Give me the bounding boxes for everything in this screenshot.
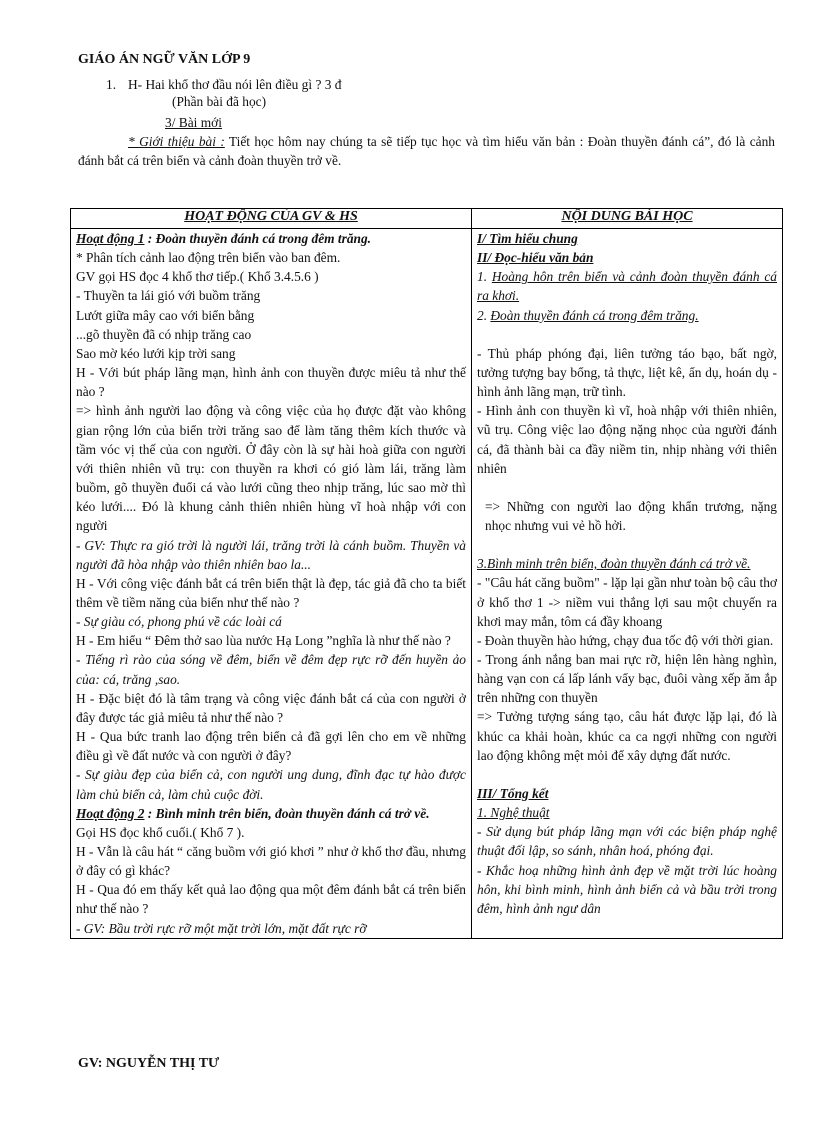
teacher-note: - GV: Bầu trời rực rỡ một mặt trời lớn, mặt đất rực rỡ [76, 920, 367, 936]
lesson-table [70, 208, 783, 939]
subsection-number: 2. [477, 307, 491, 323]
content-line: - "Câu hát căng buồm" - lặp lại gần như toàn bộ câu thơ ở khổ thơ 1 -> niềm vui thắng lợi sau một chuyến ra khơi may mắn, tôm cá đầy khoang [477, 575, 777, 629]
document-title: GIÁO ÁN NGỮ VĂN LỚP 9 [78, 52, 251, 67]
activity-line: * Phân tích cảnh lao động trên biển vào ban đêm. [76, 250, 341, 266]
activity-1-title: : Đoàn thuyền đánh cá trong đêm trăng. [144, 231, 372, 246]
answer-line: - Sự giàu có, phong phú về các loài cá [76, 614, 282, 630]
activity-line: GV gọi HS đọc 4 khổ thơ tiếp.( Khổ 3.4.5.6 ) [76, 269, 319, 285]
subsection-heading: 1. Nghệ thuật [477, 805, 550, 821]
question-line: H - Đặc biệt đó là tâm trạng và công việc đánh bắt cá của con người ở đây được tác giả miêu tả như thế nào ? [76, 690, 466, 725]
poem-line: - Thuyền ta lái gió với buồm trăng [76, 288, 261, 304]
content-line: - Khắc hoạ những hình ảnh đẹp về mặt trời lúc hoàng hôn, khi bình minh, hình ảnh biển cả và bầu trời trong đêm, hình ảnh ngư dân [477, 862, 777, 916]
content-line: - Hình ảnh con thuyền kì vĩ, hoà nhập với thiên nhiên, vũ trụ. Công việc lao động nặng nhọc của người đánh cá, đã thành bài ca đầy niềm tin, nhịp nhàng với thiên nhiên [477, 403, 777, 476]
activity-2-title: : Bình minh trên biển, đoàn thuyền đánh cá trở về. [144, 805, 430, 821]
subsection-heading: Hoàng hôn trên biển và cảnh đoàn thuyền đánh cá ra khơi. [477, 269, 778, 304]
activity-2-label: Hoạt động 2 [76, 805, 145, 821]
teacher-note: - GV: Thực ra gió trời là người lái, trăng trời là cánh buồm. Thuyền và người đã hòa nhập vào thiên nhiên bao la... [76, 537, 466, 572]
question-number: 1. [106, 77, 117, 92]
question-line: H - Với bút pháp lãng mạn, hình ảnh con thuyền được miêu tả như thế nào ? [76, 365, 466, 400]
activities-cell [71, 229, 472, 939]
conclusion-line: => Tưởng tượng sáng tạo, câu hát được lặp lại, đó là khúc ca khải hoàn, khúc ca ca ngợi những con người lao động không mệt mỏi để xây dựng đất nước. [477, 709, 777, 763]
question-line: H - Em hiểu “ Đêm thở sao lùa nước Hạ Long ”nghĩa là như thế nào ? [76, 633, 451, 649]
question-line: H - Qua bức tranh lao động trên biển cả đã gợi lên cho em về những điều gì về đất nước và con người ở đây? [76, 729, 466, 764]
col-header-content: NỘI DUNG BÀI HỌC [472, 209, 783, 229]
answer-line: - Sự giàu đẹp của biển cả, con người ung dung, đĩnh đạc tự hào được làm chủ biển cả, làm chủ cuộc đời. [76, 767, 466, 802]
new-lesson-heading: 3/ Bài mới [165, 115, 222, 130]
content-cell [472, 229, 783, 939]
question-line: H - Với công việc đánh bắt cá trên biển thật là đẹp, tác giả đã cho ta biết thêm về tiềm năng của biển như thế nào ? [76, 575, 466, 610]
subsection-heading: Đoàn thuyền đánh cá trong đêm trăng. [490, 307, 699, 323]
section-heading: I/ Tìm hiểu chung [477, 231, 578, 246]
subsection-number: 1. [477, 269, 492, 285]
poem-line: ...gõ thuyền đã có nhịp trăng cao [76, 326, 252, 342]
section-heading: III/ Tổng kết [477, 785, 549, 801]
subsection-heading: 3.Bình minh trên biển, đoàn thuyền đánh cá trở về. [477, 556, 751, 572]
section-heading: II/ Đọc-hiểu văn bản [477, 250, 594, 266]
question-text: H- Hai khổ thơ đầu nói lên điều gì ? 3 đ [128, 77, 342, 92]
col-header-activities: HOẠT ĐỘNG CỦA GV & HS [71, 209, 472, 229]
question-note: (Phần bài đã học) [172, 94, 267, 109]
content-line: - Sử dụng bút pháp lãng mạn với các biện pháp nghệ thuật đối lập, so sánh, nhân hoá, phóng đại. [477, 824, 777, 859]
activity-line: Gọi HS đọc khổ cuối.( Khổ 7 ). [76, 824, 245, 840]
question-line: H - Vẫn là câu hát “ căng buồm với gió khơi ” như ở khổ thơ đầu, nhưng ở đây có gì khác? [76, 844, 466, 879]
content-line: - Đoàn thuyền hào hứng, chạy đua tốc độ với thời gian. [477, 632, 774, 648]
teacher-name: GV: NGUYỄN THỊ TƯ [78, 1056, 220, 1071]
lesson-intro [78, 132, 775, 170]
answer-paragraph: => hình ảnh người lao động và công việc của họ được đặt vào không gian rộng lớn của biển trời trăng sao để làm tăng thêm kích thước và tầm vóc vị thế của con người. Ở đây còn là sự hài hoà giữa con người với thiên nhiên vũ trụ: con thuyền ra khơi có gió làm lái, trăng làm buồm, gõ thuyền đuổi cá vào lưới cũng theo nhịp trăng, lúc sao mờ thì kéo lưới.... Đó là khung cảnh thiên nhiên hùng vĩ hoà nhập với con người [76, 403, 466, 534]
poem-line: Sao mờ kéo lưới kịp trời sang [76, 345, 236, 361]
intro-label: * Giới thiệu bài : [128, 134, 225, 149]
answer-line: - Tiếng rì rào của sóng về đêm, biển về đêm đẹp rực rỡ đến huyền ảo của: cá, trăng ,sao. [76, 652, 466, 687]
question-line: H - Qua đó em thấy kết quả lao động qua một đêm đánh bắt cá trên biển như thế nào ? [76, 882, 466, 917]
poem-line: Lướt giữa mây cao với biển bằng [76, 307, 255, 323]
conclusion-line: => Những con người lao động khẩn trương, nặng nhọc nhưng vui vẻ hồ hởi. [485, 498, 777, 534]
content-line: - Thủ pháp phóng đại, liên tưởng táo bạo, bất ngờ, tưởng tượng bay bổng, tả thực, liệt kê, ẩn dụ, hoán dụ - hình ảnh lãng mạn, trữ tình. [477, 345, 777, 400]
content-line: - Trong ánh nắng ban mai rực rỡ, hiện lên hàng nghìn, hàng vạn con cá lấp lánh vẩy bạc, đuôi vàng xếp ăm ắp trên những con thuyền [477, 651, 777, 706]
intro-text: Tiết học hôm nay chúng ta sẽ tiếp tục học và tìm hiểu văn bản : Đoàn thuyền đánh cá”, đó là cảnh đánh bắt cá trên biển và cảnh đoàn thuyền trở về. [78, 134, 775, 168]
activity-1-label: Hoạt động 1 [76, 231, 145, 246]
